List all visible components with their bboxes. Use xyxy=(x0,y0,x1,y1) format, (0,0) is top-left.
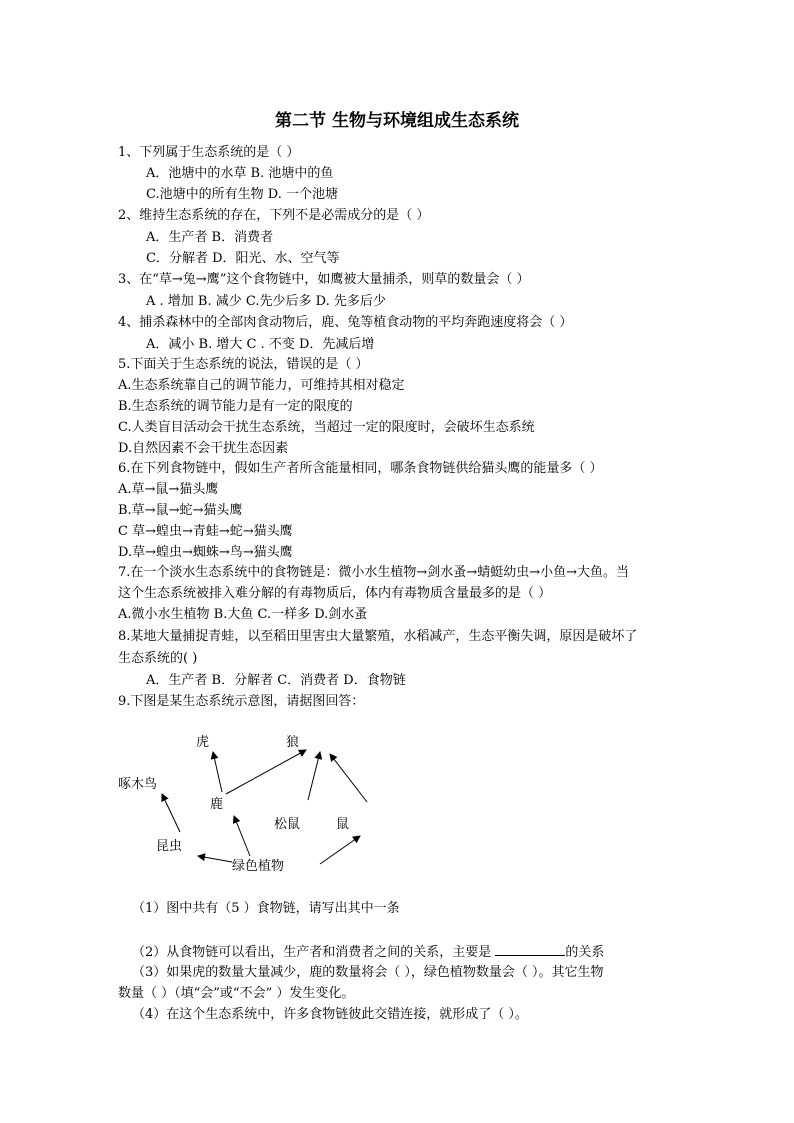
q2-options-cd: C．分解者 D．阳光、水、空气等 xyxy=(146,251,340,266)
q5-option-c: C.人类盲目活动会干扰生态系统，当超过一定的限度时，会破坏生态系统 xyxy=(118,420,535,435)
page-title: 第二节 生物与环境组成生态系统 xyxy=(275,111,519,131)
q3-options: A . 增加 B. 减少 C.先少后多 D. 先多后少 xyxy=(146,294,386,309)
q9-sub2 xyxy=(132,943,604,962)
arrow-squirrel-to-wolf xyxy=(308,752,320,800)
arrow-plant-to-deer xyxy=(234,816,250,856)
q5-stem: 5.下面关于生态系统的说法，错误的是（ ） xyxy=(118,357,369,372)
q6-option-b: B.草→鼠→蛇→猫头鹰 xyxy=(118,503,243,518)
arrow-plant-to-mouse xyxy=(320,836,360,864)
q4-stem: 4、捕杀森林中的全部肉食动物后，鹿、兔等植食动物的平均奔跑速度将会（ ） xyxy=(118,315,573,330)
q6-option-c: C 草→蝗虫→青蛙→蛇→猫头鹰 xyxy=(118,524,293,539)
arrow-insect-to-woodpecker xyxy=(162,794,180,832)
q9-sub3-line1: （3）如果虎的数量大量减少，鹿的数量将会（ ），绿色植物数量会（ ）。其它生物 xyxy=(132,965,604,980)
q6-option-a: A.草→鼠→猫头鹰 xyxy=(118,482,219,497)
node-squirrel: 松鼠 xyxy=(274,817,301,832)
q8-stem-line2: 生态系统的( ) xyxy=(118,651,198,666)
q3-stem: 3、在“草→兔→鹰”这个食物链中，如鹰被大量捕杀，则草的数量会（ ） xyxy=(118,272,530,287)
q9-sub2-suffix: 的关系 xyxy=(565,945,605,960)
q9-stem: 9.下图是某生态系统示意图，请据图回答： xyxy=(118,694,365,709)
node-wolf: 狼 xyxy=(286,735,300,750)
node-plant: 绿色植物 xyxy=(232,859,285,874)
arrow-deer-to-tiger xyxy=(213,752,222,792)
q1-options-cd: C.池塘中的所有生物 D. 一个池塘 xyxy=(146,187,338,202)
q9-sub4: （4）在这个生态系统中，许多食物链彼此交错连接，就形成了（ ）。 xyxy=(132,1007,528,1022)
q5-option-d: D.自然因素不会干扰生态因素 xyxy=(118,441,289,456)
node-deer: 鹿 xyxy=(210,797,224,812)
node-woodpecker: 啄木鸟 xyxy=(118,777,158,792)
q7-stem-line1: 7.在一个淡水生态系统中的食物链是：微小水生植物→剑水蚤→蜻蜓幼虫→小鱼→大鱼。当 xyxy=(118,565,629,580)
q8-options: A．生产者 B．分解者 C．消费者 D．食物链 xyxy=(146,673,406,688)
arrow-mouse-to-wolf xyxy=(330,754,367,802)
node-insect: 昆虫 xyxy=(156,839,183,854)
node-tiger: 虎 xyxy=(196,735,210,750)
food-web-diagram xyxy=(110,726,390,886)
node-mouse: 鼠 xyxy=(336,817,350,832)
q6-stem: 6.在下列食物链中，假如生产者所含能量相同，哪条食物链供给猫头鹰的能量多（ ） xyxy=(118,461,603,476)
q6-option-d: D.草→蝗虫→蜘蛛→鸟→猫头鹰 xyxy=(118,545,293,560)
q1-stem: 1、下列属于生态系统的是（ ） xyxy=(118,145,300,160)
q9-sub3-line2: 数量（ ）（填“会”或“不会” ）发生变化。 xyxy=(118,986,355,1001)
q9-sub1: （1）图中共有（5 ）食物链，请写出其中一条 xyxy=(132,901,400,916)
q8-stem-line1: 8.某地大量捕捉青蛙，以至稻田里害虫大量繁殖，水稻减产，生态平衡失调，原因是破坏了 xyxy=(118,629,638,644)
q5-option-a: A.生态系统靠自己的调节能力，可维持其相对稳定 xyxy=(118,378,405,393)
q9-sub2-prefix: （2）从食物链可以看出，生产者和消费者之间的关系，主要是 xyxy=(132,945,496,960)
q5-option-b: B.生态系统的调节能力是有一定的限度的 xyxy=(118,399,353,414)
arrow-deer-to-wolf xyxy=(226,750,306,794)
arrow-plant-to-insect xyxy=(198,856,232,862)
q1-options-ab: A．池塘中的水草 B. 池塘中的鱼 xyxy=(146,166,334,181)
q2-options-ab: A．生产者 B．消费者 xyxy=(146,230,274,245)
q4-options: A．减小 B. 增大 C . 不变 D．先减后增 xyxy=(146,337,375,352)
q9-sub2-blank[interactable] xyxy=(495,943,565,956)
q2-stem: 2、维持生态系统的存在，下列不是必需成分的是（ ） xyxy=(118,208,430,223)
q7-stem-line2: 这个生态系统被排入难分解的有毒物质后，体内有毒物质含量最多的是（ ） xyxy=(118,586,552,601)
q7-options: A.微小水生植物 B.大鱼 C.一样多 D.剑水蚤 xyxy=(118,607,368,622)
